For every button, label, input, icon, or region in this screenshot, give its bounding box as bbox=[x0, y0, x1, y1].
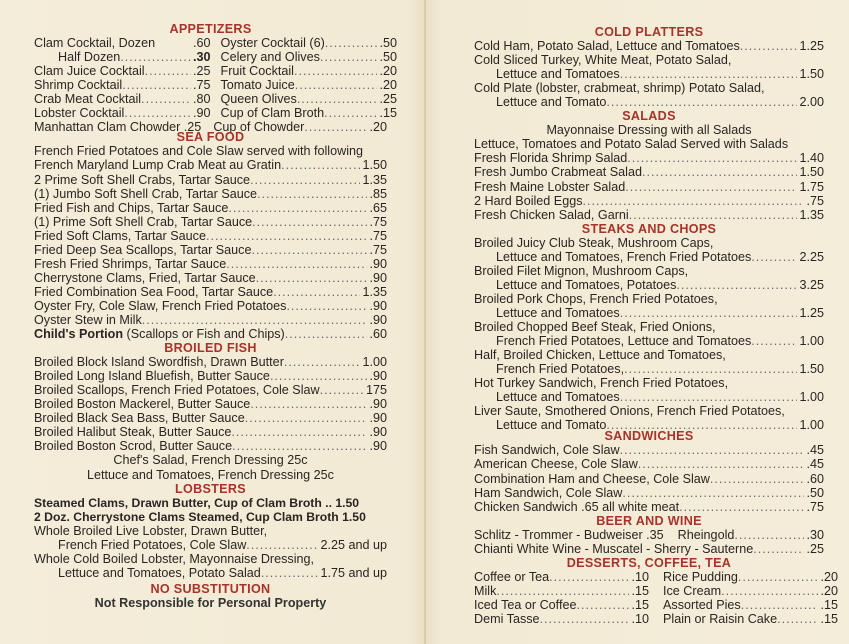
leader-dots bbox=[226, 257, 367, 271]
leader-dots bbox=[252, 215, 367, 229]
whole-lobster-line: Whole Broiled Live Lobster, Drawn Butter, bbox=[34, 523, 268, 538]
seafood-item bbox=[34, 187, 387, 201]
leader-dots bbox=[622, 486, 804, 500]
cold-ham-row: Cold Ham, Potato Salad, Lettuce and Tomatoes ..... 1.25 bbox=[474, 39, 824, 53]
broiled-fish-item bbox=[34, 369, 387, 383]
leader-dots bbox=[273, 285, 360, 299]
leader-dots bbox=[638, 457, 805, 471]
item-price: 1.35 bbox=[362, 284, 387, 299]
dessert-row: Milk ..... .15 Ice Cream ..... .20 bbox=[474, 584, 824, 598]
not-responsible-line: Not Responsible for Personal Property bbox=[94, 595, 327, 610]
item-name: Fresh Jumbo Crabmeat Salad bbox=[474, 165, 642, 180]
pork-chops-price-row: Lettuce and Tomatoes ..... 1.25 bbox=[474, 306, 824, 320]
item-name: (1) Jumbo Soft Shell Crab, Tartar Sauce bbox=[34, 186, 258, 201]
leader-dots bbox=[629, 208, 798, 222]
salad-item bbox=[474, 208, 824, 222]
item-name: Cherrystone Clams, Fried, Tartar Sauce bbox=[34, 270, 256, 285]
liver-line: Liver Saute, Smothered Onions, French Fried Potatoes, bbox=[474, 404, 785, 419]
appetizer-row: Clam Cocktail, Dozen .60 Oyster Cocktail (6) ..... .50 bbox=[34, 36, 387, 50]
salad-item bbox=[474, 180, 824, 194]
leader-dots bbox=[257, 187, 367, 201]
salads-list bbox=[474, 151, 824, 221]
item-price: .75 bbox=[806, 193, 824, 208]
desserts-heading: DESSERTS, COFFEE, TEA bbox=[566, 555, 732, 570]
filet-price-row: Lettuce and Tomatoes, Potatoes ..... 3.25 bbox=[474, 278, 824, 292]
item-name: 2 Hard Boiled Eggs bbox=[474, 193, 583, 208]
appetizer-row: Half Dozen ..... .30 Celery and Olives ..... .50 bbox=[34, 50, 387, 64]
lobsters-heading: LOBSTERS bbox=[175, 481, 246, 496]
sandwich-item bbox=[474, 457, 824, 471]
club-steak-price-row: Lettuce and Tomatoes, French Fried Potatoes ..... 2.25 bbox=[474, 250, 824, 264]
chowder-row: Manhattan Clam Chowder .25 Cup of Chowder ..... .20 bbox=[34, 120, 387, 134]
item-name: (1) Prime Soft Shell Crab, Tartar Sauce bbox=[34, 214, 253, 229]
seafood-intro: French Fried Potatoes and Cole Slaw served with following bbox=[34, 144, 363, 159]
leader-dots bbox=[250, 397, 367, 411]
steamed-clams-line: Steamed Clams, Drawn Butter, Cup of Clam Broth .. 1.50 bbox=[34, 495, 360, 510]
item-price: .90 bbox=[369, 270, 387, 285]
item-price: .90 bbox=[369, 425, 387, 440]
chicken-line: Half, Broiled Chicken, Lettuce and Tomatoes, bbox=[474, 348, 726, 363]
cold-turkey-line: Cold Sliced Turkey, White Meat, Potato Salad, bbox=[474, 53, 732, 68]
leader-dots bbox=[625, 180, 797, 194]
item-name: Fried Soft Clams, Tartar Sauce bbox=[34, 228, 206, 243]
cold-lobster-line: Whole Cold Boiled Lobster, Mayonnaise Dressing, bbox=[34, 551, 315, 566]
item-name: French Maryland Lump Crab Meat au Gratin bbox=[34, 158, 282, 173]
chefs-salad-line: Chef's Salad, French Dressing 25c bbox=[113, 453, 308, 468]
leader-dots bbox=[320, 383, 364, 397]
seafood-item bbox=[34, 158, 387, 172]
mayo-line: Mayonnaise Dressing with all Salads bbox=[546, 123, 752, 138]
chicken-price-row: French Fried Potatoes, ..... 1.50 bbox=[474, 362, 824, 376]
appetizer-row: Shrimp Cocktail ..... .75 Tomato Juice ..... .20 bbox=[34, 78, 387, 92]
broiled-fish-item bbox=[34, 411, 387, 425]
item-name: Broiled Boston Mackerel, Butter Sauce bbox=[34, 397, 251, 412]
dessert-row: Iced Tea or Coffee ..... .15 Assorted Pies ..... .15 bbox=[474, 598, 824, 612]
item-price: .45 bbox=[806, 443, 824, 458]
seafood-item bbox=[34, 271, 387, 285]
item-price: .75 bbox=[806, 499, 824, 514]
item-name: Broiled Long Island Bluefish, Butter Sauce bbox=[34, 369, 270, 384]
leader-dots bbox=[251, 243, 367, 257]
pork-chops-line: Broiled Pork Chops, French Fried Potatoes, bbox=[474, 291, 718, 306]
salads-served-line: Lettuce, Tomatoes and Potato Salad Served with Salads bbox=[474, 137, 789, 152]
sandwich-item bbox=[474, 443, 824, 457]
seafood-heading: SEA FOOD bbox=[176, 130, 245, 145]
appetizers-heading: APPETIZERS bbox=[169, 22, 252, 36]
appetizer-row: Clam Juice Cocktail ..... .25 Fruit Cocktail ..... .20 bbox=[34, 64, 387, 78]
item-name: American Cheese, Cole Slaw bbox=[474, 457, 638, 472]
broiled-list bbox=[34, 355, 387, 453]
item-price: 1.50 bbox=[362, 158, 387, 173]
leader-dots bbox=[710, 472, 805, 486]
salads-heading: SALADS bbox=[622, 109, 676, 124]
item-price: 1.40 bbox=[799, 151, 824, 166]
seafood-item bbox=[34, 313, 387, 327]
beer-wine-heading: BEER AND WINE bbox=[596, 513, 702, 528]
cold-platters-heading: COLD PLATTERS bbox=[594, 25, 704, 39]
seafood-list bbox=[34, 158, 387, 327]
sandwich-item bbox=[474, 472, 824, 486]
leader-dots bbox=[284, 355, 361, 369]
leader-dots bbox=[286, 299, 367, 313]
salad-item bbox=[474, 194, 824, 208]
leader-dots bbox=[142, 313, 368, 327]
item-price: .90 bbox=[369, 397, 387, 412]
leader-dots bbox=[679, 500, 804, 514]
item-name: Fresh Chicken Salad, Garni bbox=[474, 207, 629, 222]
broiled-fish-item bbox=[34, 425, 387, 439]
hot-turkey-line: Hot Turkey Sandwich, French Fried Potatoes, bbox=[474, 376, 729, 391]
steaks-heading: STEAKS AND CHOPS bbox=[581, 221, 717, 236]
dessert-row: Coffee or Tea ..... .10 Rice Pudding ..... .20 bbox=[474, 570, 824, 584]
item-price: .85 bbox=[369, 186, 387, 201]
item-name: Broiled Scallops, French Fried Potatoes, Cole Slaw bbox=[34, 383, 320, 398]
item-price: .60 bbox=[806, 471, 824, 486]
item-name: Fried Deep Sea Scallops, Tartar Sauce bbox=[34, 242, 252, 257]
item-name: Fish Sandwich, Cole Slaw bbox=[474, 443, 620, 458]
leader-dots bbox=[256, 271, 368, 285]
leader-dots bbox=[281, 158, 360, 172]
item-price: 1.00 bbox=[362, 355, 387, 370]
item-name: Fried Fish and Chips, Tartar Sauce bbox=[34, 200, 229, 215]
seafood-item bbox=[34, 299, 387, 313]
leader-dots bbox=[642, 165, 797, 179]
lettuce-tomatoes-line: Lettuce and Tomatoes, French Dressing 25c bbox=[87, 467, 334, 482]
right-column bbox=[474, 22, 838, 626]
chopped-beef-price-row: French Fried Potatoes, Lettuce and Tomatoes ..... 1.00 bbox=[474, 334, 824, 348]
leader-dots bbox=[620, 443, 805, 457]
broiled-fish-item bbox=[34, 383, 387, 397]
seafood-item bbox=[34, 201, 387, 215]
hot-turkey-price-row: Lettuce and Tomatoes ..... 1.00 bbox=[474, 390, 824, 404]
dessert-row: Demi Tasse ..... .10 Plain or Raisin Cake ..... .15 bbox=[474, 612, 824, 626]
item-price: .90 bbox=[369, 312, 387, 327]
appetizer-row: Lobster Cocktail ..... .90 Cup of Clam Broth ..... .15 bbox=[34, 106, 387, 120]
sandwich-item bbox=[474, 500, 824, 514]
salad-item bbox=[474, 151, 824, 165]
item-name: Combination Ham and Cheese, Cole Slaw bbox=[474, 471, 710, 486]
broiled-fish-heading: BROILED FISH bbox=[164, 341, 257, 356]
cold-lobster-price-row: Lettuce and Tomatoes, Potato Salad ..... 1.75 and up bbox=[34, 566, 387, 580]
item-price: .90 bbox=[369, 411, 387, 426]
item-price: 1.35 bbox=[362, 172, 387, 187]
cherrystone-steamed-line: 2 Doz. Cherrystone Clams Steamed, Cup Clam Broth 1.50 bbox=[34, 509, 366, 524]
chopped-beef-line: Broiled Chopped Beef Steak, Fried Onions, bbox=[474, 319, 716, 334]
item-name: Oyster Stew in Milk bbox=[34, 312, 142, 327]
appetizer-row: Crab Meat Cocktail ..... .80 Queen Olives ..... .25 bbox=[34, 92, 387, 106]
item-name: Oyster Fry, Cole Slaw, French Fried Potatoes bbox=[34, 298, 287, 313]
item-price: 1.50 bbox=[799, 165, 824, 180]
leader-dots bbox=[583, 194, 805, 208]
seafood-item bbox=[34, 243, 387, 257]
seafood-item bbox=[34, 285, 387, 299]
item-name: Fried Combination Sea Food, Tartar Sauce bbox=[34, 284, 274, 299]
cold-plate-price-row: Lettuce and Tomato ..... 2.00 bbox=[474, 95, 824, 109]
item-name: Ham Sandwich, Cole Slaw bbox=[474, 485, 623, 500]
item-price: .90 bbox=[369, 298, 387, 313]
seafood-item bbox=[34, 215, 387, 229]
seafood-item bbox=[34, 173, 387, 187]
item-name: Broiled Black Sea Bass, Butter Sauce bbox=[34, 411, 245, 426]
club-steak-line: Broiled Juicy Club Steak, Mushroom Caps, bbox=[474, 235, 714, 250]
leader-dots bbox=[250, 173, 360, 187]
liver-price-row: Lettuce and Tomato ..... 1.00 bbox=[474, 418, 824, 432]
page-fold bbox=[424, 0, 426, 644]
leader-dots bbox=[228, 201, 367, 215]
item-name: Broiled Boston Scrod, Butter Sauce bbox=[34, 439, 233, 454]
item-price: .45 bbox=[806, 457, 824, 472]
item-name: Fresh Florida Shrimp Salad bbox=[474, 151, 628, 166]
sandwiches-heading: SANDWICHES bbox=[604, 429, 694, 444]
item-name: Fresh Fried Shrimps, Tartar Sauce bbox=[34, 256, 227, 271]
item-price: .50 bbox=[806, 485, 824, 500]
left-column bbox=[34, 22, 397, 610]
salad-item bbox=[474, 165, 824, 179]
item-name: Broiled Halibut Steak, Butter Sauce bbox=[34, 425, 232, 440]
broiled-fish-item bbox=[34, 439, 387, 453]
cold-turkey-price-row: Lettuce and Tomatoes ..... 1.50 bbox=[474, 67, 824, 81]
leader-dots bbox=[627, 151, 797, 165]
item-name: 2 Prime Soft Shell Crabs, Tartar Sauce bbox=[34, 172, 251, 187]
leader-dots bbox=[245, 411, 368, 425]
seafood-item bbox=[34, 257, 387, 271]
item-name: Broiled Block Island Swordfish, Drawn Butter bbox=[34, 355, 284, 370]
item-name: Fresh Maine Lobster Salad bbox=[474, 179, 626, 194]
broiled-fish-item bbox=[34, 355, 387, 369]
leader-dots bbox=[231, 425, 367, 439]
child-portion-row: Child's Portion (Scallops or Fish and Chips) ..... .60 bbox=[34, 327, 387, 341]
cold-plate-line: Cold Plate (lobster, crabmeat, shrimp) Potato Salad, bbox=[474, 81, 765, 96]
item-price: 1.75 bbox=[799, 179, 824, 194]
whole-lobster-price-row: French Fried Potatoes, Cole Slaw ..... 2.25 and up bbox=[34, 538, 387, 552]
sandwiches-list bbox=[474, 443, 824, 513]
filet-line: Broiled Filet Mignon, Mushroom Caps, bbox=[474, 263, 689, 278]
beer-row: Schlitz - Trommer - Budweiser .35 Rheingold ..... .30 bbox=[474, 528, 824, 542]
item-price: .90 bbox=[369, 369, 387, 384]
item-price: 1.35 bbox=[799, 207, 824, 222]
item-price: .75 bbox=[369, 214, 387, 229]
seafood-item bbox=[34, 229, 387, 243]
leader-dots bbox=[270, 369, 368, 383]
item-price: 175 bbox=[365, 383, 387, 398]
leader-dots bbox=[206, 229, 368, 243]
no-substitution-heading: NO SUBSTITUTION bbox=[150, 581, 271, 596]
sandwich-item bbox=[474, 486, 824, 500]
item-name: Chicken Sandwich .65 all white meat bbox=[474, 499, 680, 514]
item-price: .90 bbox=[369, 439, 387, 454]
item-price: .90 bbox=[369, 256, 387, 271]
broiled-fish-item bbox=[34, 397, 387, 411]
item-price: .65 bbox=[369, 200, 387, 215]
item-price: .75 bbox=[369, 228, 387, 243]
wine-row: Chianti White Wine - Muscatel - Sherry - Sauterne ..... .25 bbox=[474, 542, 824, 556]
leader-dots bbox=[232, 439, 367, 453]
item-price: .75 bbox=[369, 242, 387, 257]
